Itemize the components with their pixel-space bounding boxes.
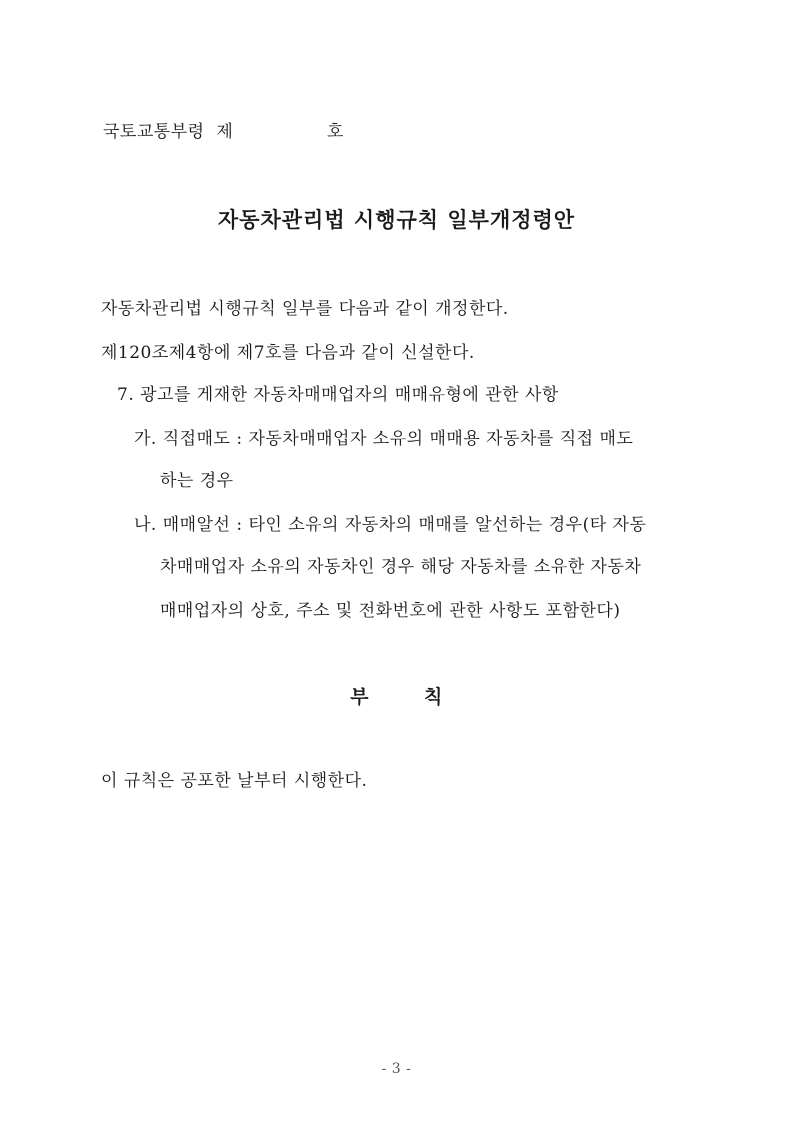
ordinance-number-suffix: 호 [327,122,344,142]
item-na-line-2: 차매매업자 소유의 자동차인 경우 해당 자동차를 소유한 자동차 [160,557,642,577]
amendment-paragraph: 제120조제4항에 제7호를 다음과 같이 신설한다. [101,343,475,363]
intro-paragraph: 자동차관리법 시행규칙 일부를 다음과 같이 개정한다. [101,299,509,319]
document-title: 자동차관리법 시행규칙 일부개정령안 [217,207,576,232]
addenda-text: 이 규칙은 공포한 날부터 시행한다. [101,771,368,791]
item-na-line-1: 나. 매매알선 : 타인 소유의 자동차의 매매를 알선하는 경우(타 자동 [134,515,647,535]
addenda-title: 부 칙 [350,686,443,708]
item-na-line-3: 매매업자의 상호, 주소 및 전화번호에 관한 사항도 포함한다) [160,601,621,621]
item-ga-line-2: 하는 경우 [160,471,234,491]
page-number: - 3 - [381,1061,412,1077]
item-ga-line-1: 가. 직접매도 : 자동차매매업자 소유의 매매용 자동차를 직접 매도 [134,429,634,449]
ordinance-number-label: 국토교통부령 제 [103,122,234,142]
item-7: 7. 광고를 게재한 자동차매매업자의 매매유형에 관한 사항 [117,385,559,405]
